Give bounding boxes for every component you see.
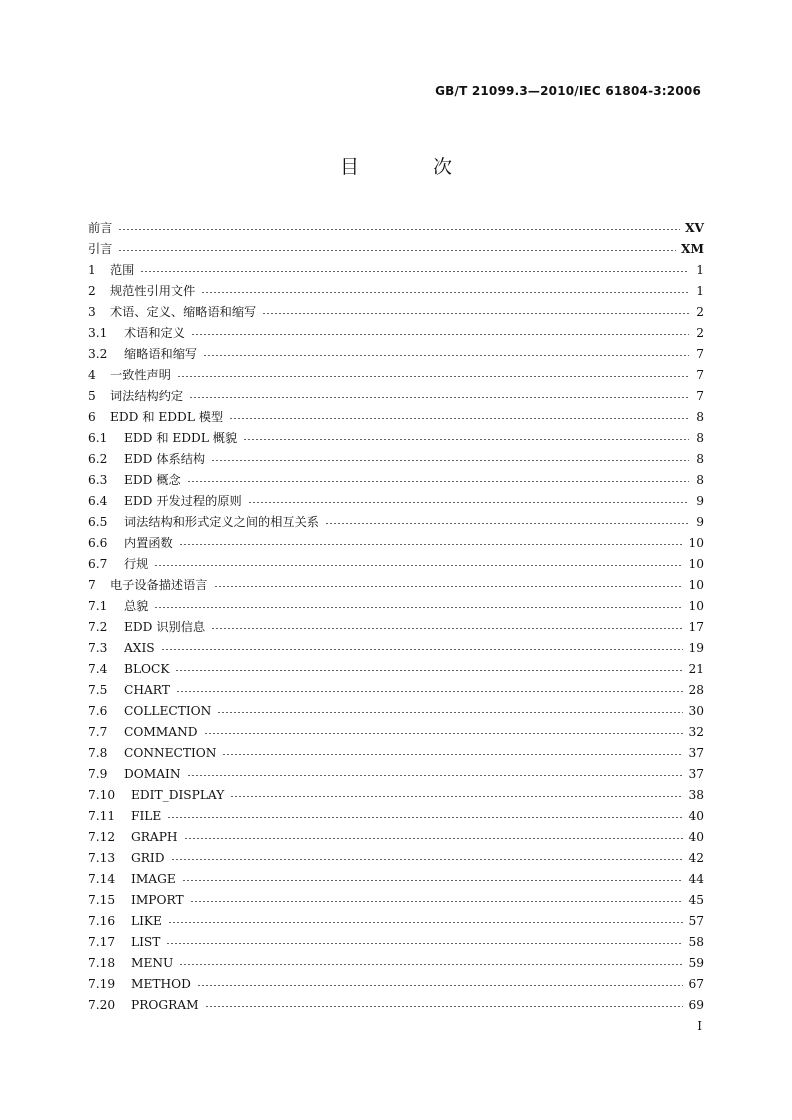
toc-entry-label: 一致性声明 [110, 368, 171, 382]
toc-entry-number: 6.7 [88, 556, 108, 571]
toc-entry-page: 21 [688, 661, 704, 676]
toc-entry-label: EDD 开发过程的原则 [124, 494, 242, 508]
toc-entry-number: 7.8 [88, 745, 108, 760]
toc-dot-leader [154, 565, 683, 566]
toc-entry[interactable] [88, 238, 704, 259]
toc-entry-number: 7.9 [88, 766, 108, 781]
toc-dot-leader [262, 313, 689, 314]
toc-entry-page: 57 [688, 913, 704, 928]
toc-dot-leader [191, 334, 689, 335]
toc-entry-page: 7 [696, 367, 704, 382]
toc-entry-label: COLLECTION [124, 703, 212, 718]
toc-entry[interactable] [88, 763, 704, 784]
toc-dot-leader [179, 964, 683, 965]
toc-dot-leader [161, 649, 684, 650]
toc-entry[interactable] [88, 448, 704, 469]
toc-dot-leader [229, 418, 689, 419]
toc-dot-leader [204, 733, 684, 734]
toc-entry-number: 7.17 [88, 934, 116, 949]
toc-entry-page: 59 [688, 955, 704, 970]
toc-entry-page: 30 [688, 703, 704, 718]
toc-entry[interactable] [88, 301, 704, 322]
toc-entry-page: 1 [696, 283, 704, 298]
toc-entry-page: 2 [696, 304, 704, 319]
toc-dot-leader [201, 292, 689, 293]
toc-entry[interactable] [88, 637, 704, 658]
toc-entry-number: 6.5 [88, 514, 108, 529]
toc-dot-leader [140, 271, 689, 272]
toc-entry[interactable] [88, 553, 704, 574]
toc-dot-leader [118, 229, 680, 230]
toc-dot-leader [177, 376, 689, 377]
page-title: 目 次 [339, 156, 487, 178]
toc-entry-label: COMMAND [124, 724, 198, 739]
toc-entry-label: GRID [131, 850, 165, 865]
toc-entry-number: 7.4 [88, 661, 108, 676]
toc-entry-number: 7.14 [88, 871, 116, 886]
toc-entry-page: 8 [696, 472, 704, 487]
toc-entry[interactable] [88, 868, 704, 889]
toc-dot-leader [179, 544, 684, 545]
toc-dot-leader [230, 796, 683, 797]
toc-entry-label: EDD 和 EDDL 模型 [110, 410, 224, 424]
toc-entry-page: 7 [696, 388, 704, 403]
toc-entry-label: LIKE [131, 913, 162, 928]
toc-entry-number: 5 [88, 388, 96, 403]
toc-dot-leader [167, 817, 683, 818]
toc-entry[interactable] [88, 784, 704, 805]
toc-entry-number: 6.4 [88, 493, 108, 508]
toc-entry-label: METHOD [131, 976, 191, 991]
toc-entry-number: 7.5 [88, 682, 108, 697]
toc-entry[interactable] [88, 385, 704, 406]
toc-entry[interactable] [88, 721, 704, 742]
toc-entry-label: 缩略语和缩写 [124, 347, 198, 361]
toc-entry-number: 7.11 [88, 808, 116, 823]
toc-entry[interactable] [88, 994, 704, 1015]
toc-entry-number: 6.2 [88, 451, 108, 466]
toc-dot-leader [214, 586, 684, 587]
toc-entry[interactable] [88, 805, 704, 826]
toc-entry-number: 7.19 [88, 976, 116, 991]
toc-entry-label: CHART [124, 682, 170, 697]
toc-entry-number: 3.1 [88, 325, 108, 340]
toc-dot-leader [175, 670, 683, 671]
table-of-contents [88, 217, 704, 1015]
toc-entry[interactable] [88, 700, 704, 721]
toc-entry-page: 45 [688, 892, 704, 907]
toc-entry-number: 7.15 [88, 892, 116, 907]
toc-entry-page: 2 [696, 325, 704, 340]
toc-dot-leader [217, 712, 683, 713]
toc-entry-label: IMAGE [131, 871, 176, 886]
toc-entry-number: 7.12 [88, 829, 116, 844]
toc-entry-number: 7.16 [88, 913, 116, 928]
toc-entry[interactable] [88, 847, 704, 868]
toc-entry[interactable] [88, 574, 704, 595]
toc-dot-leader [184, 838, 684, 839]
toc-entry[interactable] [88, 259, 704, 280]
toc-dot-leader [182, 880, 684, 881]
toc-entry-label: EDD 体系结构 [124, 452, 206, 466]
toc-entry-label: MENU [131, 955, 174, 970]
toc-entry-page: 28 [688, 682, 704, 697]
toc-entry-page: 58 [688, 934, 704, 949]
toc-entry[interactable] [88, 406, 704, 427]
toc-entry-page: 10 [688, 535, 704, 550]
toc-entry-label: BLOCK [124, 661, 170, 676]
toc-entry[interactable] [88, 532, 704, 553]
toc-entry-label: EDD 概念 [124, 473, 181, 487]
toc-entry-number: 6.3 [88, 472, 108, 487]
toc-dot-leader [187, 775, 684, 776]
toc-entry-page: 40 [688, 808, 704, 823]
toc-entry-page: 9 [696, 514, 704, 529]
toc-dot-leader [189, 397, 689, 398]
toc-entry-number: 7 [88, 577, 96, 592]
toc-entry[interactable] [88, 322, 704, 343]
toc-entry-page: 10 [688, 577, 704, 592]
toc-entry-page: 67 [688, 976, 704, 991]
toc-entry-label: DOMAIN [124, 766, 181, 781]
toc-entry-label: 术语和定义 [124, 326, 185, 340]
footer-page-number: I [697, 1019, 702, 1033]
toc-dot-leader [211, 460, 689, 461]
toc-entry-label: GRAPH [131, 829, 178, 844]
toc-entry-label: EDIT_DISPLAY [131, 787, 225, 802]
toc-entry[interactable] [88, 427, 704, 448]
toc-dot-leader [248, 502, 689, 503]
toc-entry-page: 44 [688, 871, 704, 886]
toc-entry-page: 7 [696, 346, 704, 361]
toc-entry-number: 7.13 [88, 850, 116, 865]
toc-entry[interactable] [88, 280, 704, 301]
toc-entry-number: 7.3 [88, 640, 108, 655]
toc-dot-leader [190, 901, 684, 902]
toc-entry[interactable] [88, 910, 704, 931]
toc-entry-number: 7.6 [88, 703, 108, 718]
toc-dot-leader [243, 439, 689, 440]
toc-entry-label: IMPORT [131, 892, 184, 907]
toc-entry[interactable] [88, 595, 704, 616]
toc-entry[interactable] [88, 217, 704, 238]
toc-entry-page: 37 [688, 766, 704, 781]
toc-entry[interactable] [88, 490, 704, 511]
toc-entry-label: FILE [131, 808, 162, 823]
toc-entry-number: 7.18 [88, 955, 116, 970]
toc-entry[interactable] [88, 658, 704, 679]
toc-entry-page: 40 [688, 829, 704, 844]
toc-entry-page: 8 [696, 451, 704, 466]
toc-dot-leader [176, 691, 684, 692]
toc-entry-number: 7.1 [88, 598, 108, 613]
toc-entry[interactable] [88, 364, 704, 385]
standard-code: GB/T 21099.3—2010/IEC 61804-3:2006 [435, 84, 701, 98]
toc-entry-label: LIST [131, 934, 161, 949]
toc-entry-number: 6 [88, 409, 96, 424]
toc-dot-leader [187, 481, 689, 482]
toc-entry-label: 前言 [88, 221, 113, 235]
toc-entry-page: XV [685, 220, 704, 235]
toc-entry-label: 引言 [88, 242, 113, 256]
toc-entry[interactable] [88, 343, 704, 364]
toc-entry[interactable] [88, 616, 704, 637]
toc-entry-number: 6.1 [88, 430, 108, 445]
toc-dot-leader [171, 859, 684, 860]
toc-entry-number: 4 [88, 367, 96, 382]
toc-dot-leader [222, 754, 683, 755]
toc-entry[interactable] [88, 511, 704, 532]
toc-dot-leader [197, 985, 684, 986]
toc-entry-label: 词法结构约定 [110, 389, 184, 403]
toc-entry-label: 范围 [110, 263, 135, 277]
toc-dot-leader [211, 628, 683, 629]
toc-dot-leader [168, 922, 684, 923]
toc-entry-number: 6.6 [88, 535, 108, 550]
toc-entry-label: 总貌 [124, 599, 149, 613]
toc-entry-number: 7.7 [88, 724, 108, 739]
toc-dot-leader [166, 943, 683, 944]
toc-entry-page: 9 [696, 493, 704, 508]
toc-entry-label: 词法结构和形式定义之间的相互关系 [124, 515, 319, 529]
toc-entry-number: 7.20 [88, 997, 116, 1012]
toc-entry[interactable] [88, 679, 704, 700]
toc-entry-page: 19 [688, 640, 704, 655]
toc-entry-label: 规范性引用文件 [110, 284, 196, 298]
toc-entry-number: 1 [88, 262, 96, 277]
toc-entry-label: EDD 和 EDDL 概貌 [124, 431, 238, 445]
toc-entry[interactable] [88, 469, 704, 490]
toc-entry-label: 内置函数 [124, 536, 173, 550]
toc-dot-leader [325, 523, 689, 524]
toc-dot-leader [154, 607, 683, 608]
toc-entry[interactable] [88, 742, 704, 763]
toc-entry[interactable] [88, 973, 704, 994]
toc-dot-leader [203, 355, 689, 356]
toc-entry-label: PROGRAM [131, 997, 199, 1012]
toc-entry-page: 42 [688, 850, 704, 865]
toc-entry-page: 10 [688, 556, 704, 571]
toc-entry-label: CONNECTION [124, 745, 217, 760]
toc-entry-page: 8 [696, 409, 704, 424]
toc-entry-label: 术语、定义、缩略语和缩写 [110, 305, 257, 319]
toc-dot-leader [118, 250, 676, 251]
toc-entry-number: 7.10 [88, 787, 116, 802]
toc-entry-page: 1 [696, 262, 704, 277]
toc-entry-label: AXIS [124, 640, 155, 655]
toc-entry-number: 7.2 [88, 619, 108, 634]
toc-entry-page: 8 [696, 430, 704, 445]
toc-entry-number: 3.2 [88, 346, 108, 361]
toc-entry-number: 3 [88, 304, 96, 319]
toc-entry-page: 69 [688, 997, 704, 1012]
toc-entry-page: XM [681, 241, 704, 256]
toc-entry-label: 电子设备描述语言 [110, 578, 208, 592]
toc-entry-page: 17 [688, 619, 704, 634]
toc-entry-label: 行规 [124, 557, 149, 571]
toc-entry-number: 2 [88, 283, 96, 298]
toc-entry-label: EDD 识别信息 [124, 620, 206, 634]
toc-entry[interactable] [88, 952, 704, 973]
toc-entry-page: 32 [688, 724, 704, 739]
toc-entry-page: 37 [688, 745, 704, 760]
toc-entry[interactable] [88, 826, 704, 847]
toc-entry-page: 38 [688, 787, 704, 802]
toc-dot-leader [205, 1006, 684, 1007]
toc-entry-page: 10 [688, 598, 704, 613]
toc-entry[interactable] [88, 889, 704, 910]
toc-entry[interactable] [88, 931, 704, 952]
